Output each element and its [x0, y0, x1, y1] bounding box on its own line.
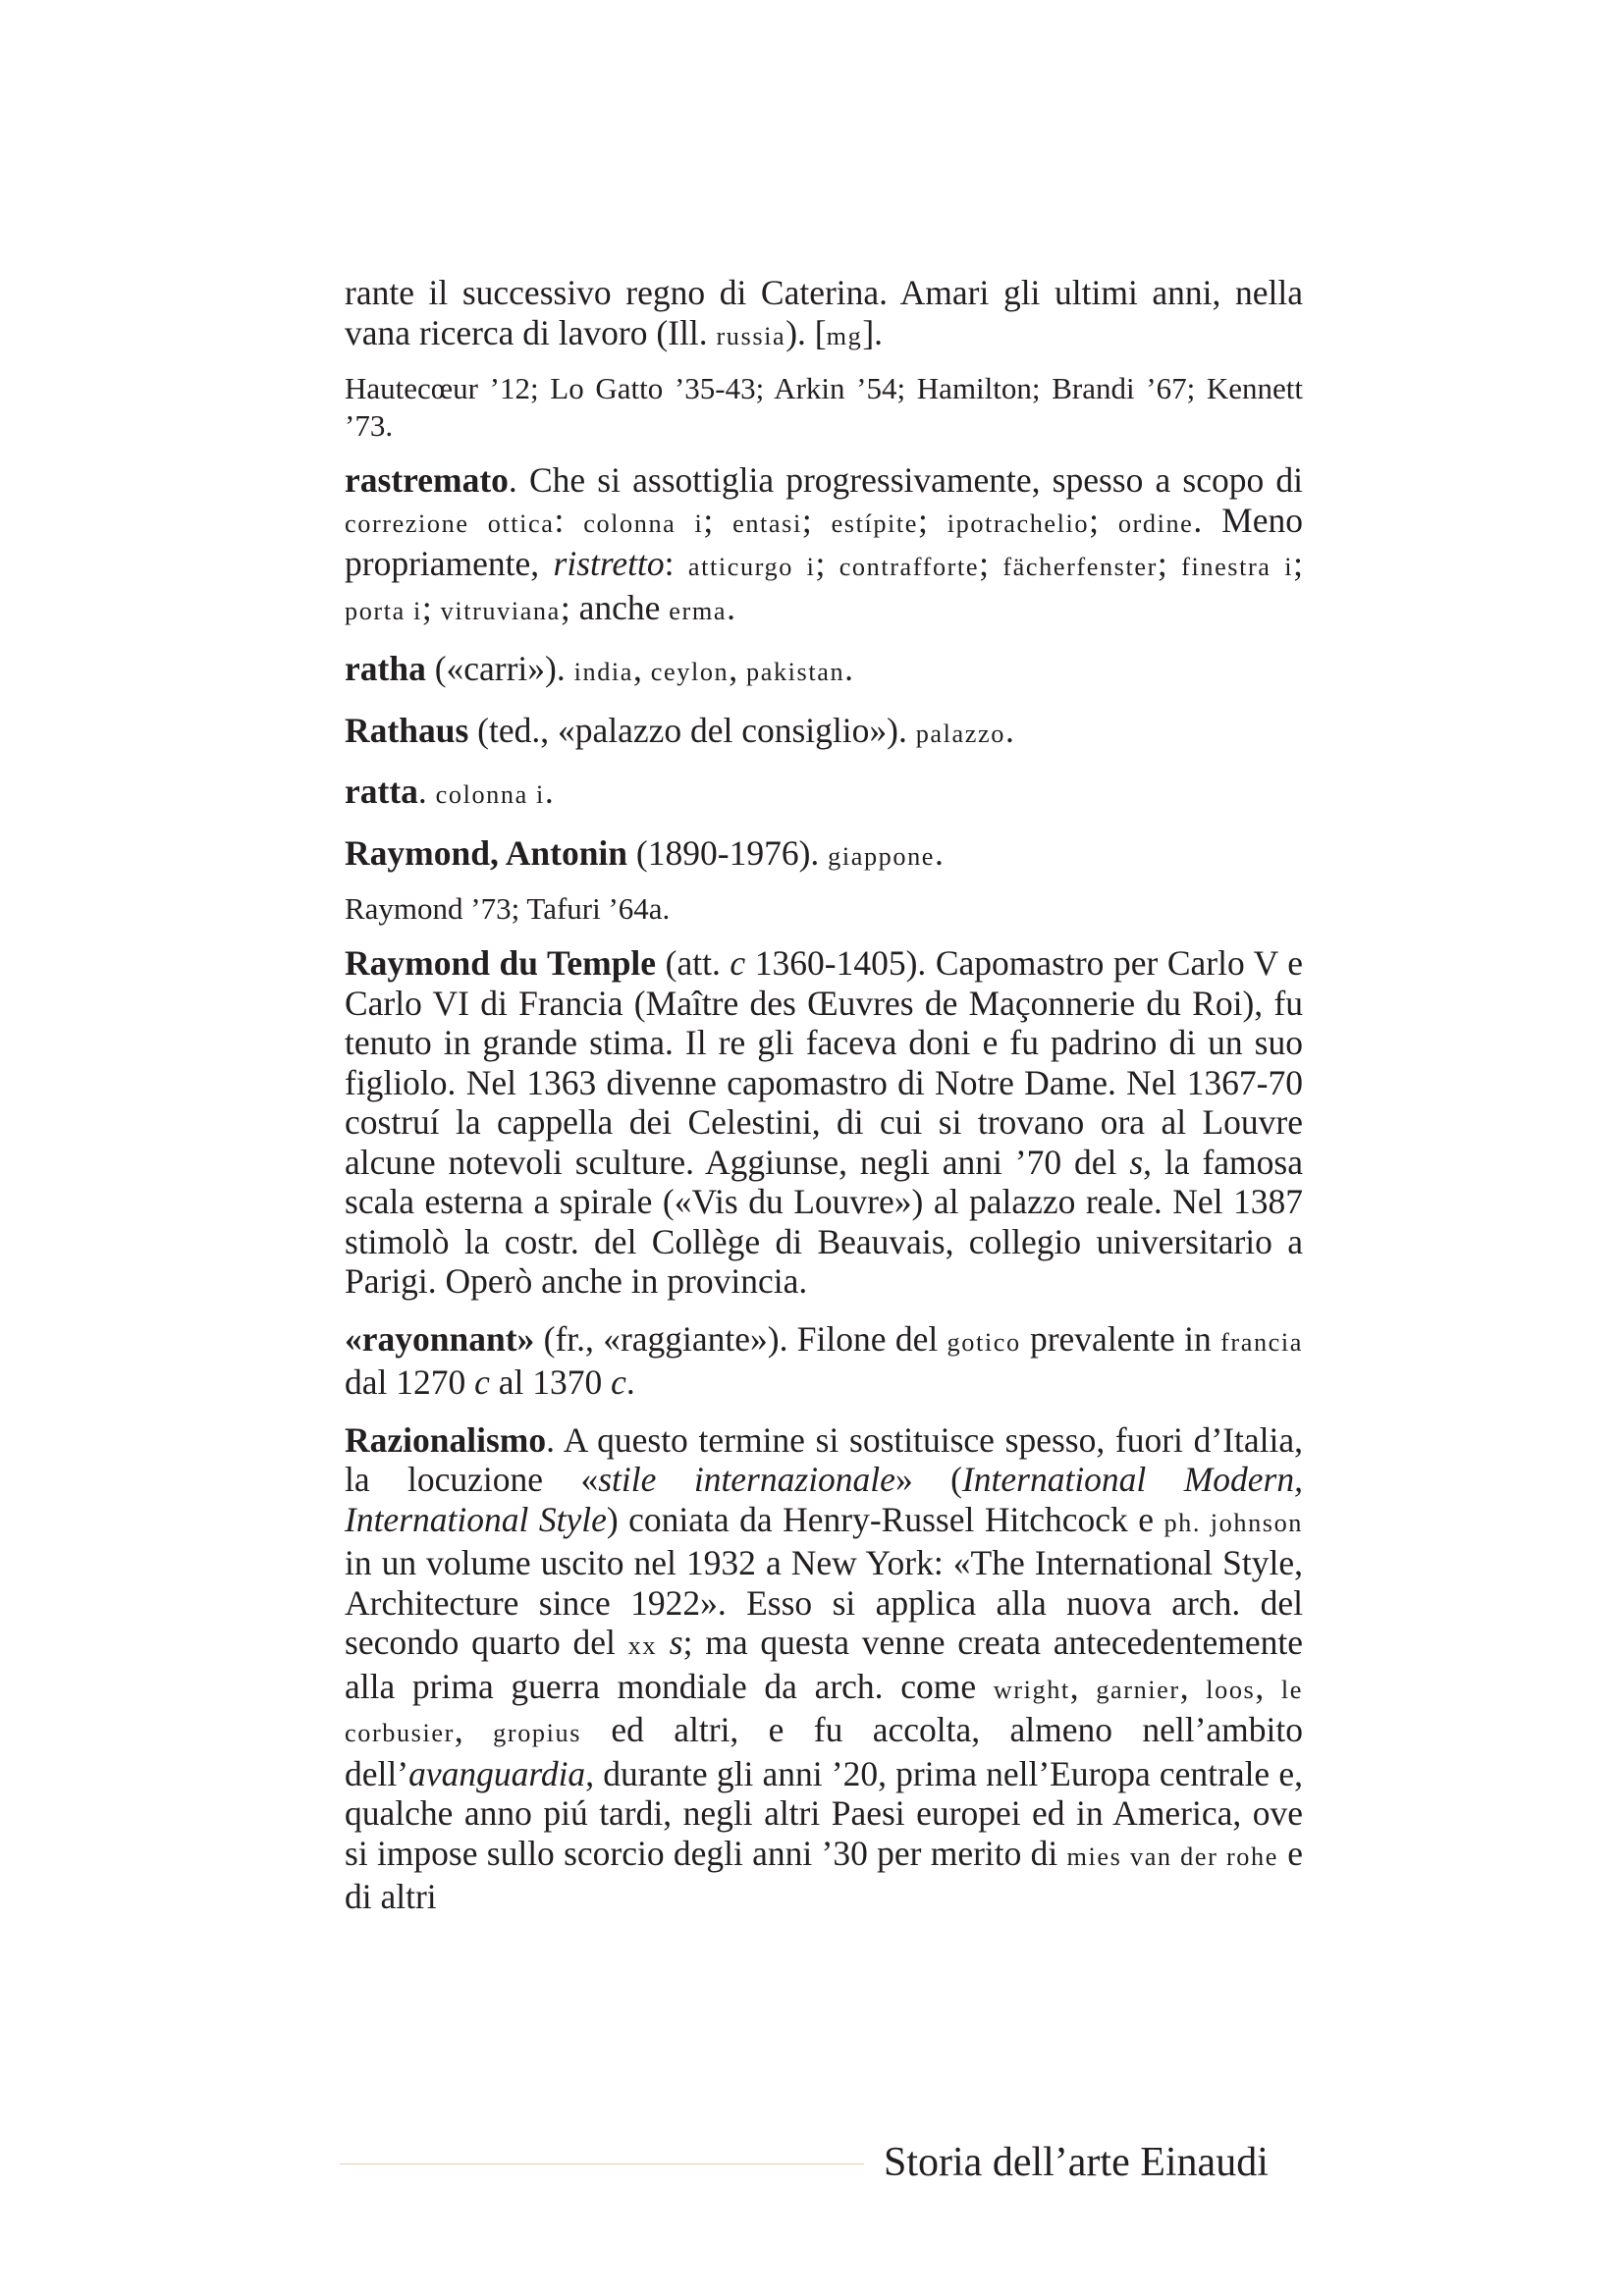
entry-ratha: ratha («carri»). india, ceylon, pakistan. — [345, 649, 854, 688]
italic-term: International Modern, International Style — [345, 1460, 1303, 1539]
entry-headword: Rathaus — [345, 710, 469, 750]
bibliography: Hautecœur ’12; Lo Gatto ’35-43; Arkin ’54; Hamilton; Brandi ’67; Kennett ’73. — [345, 371, 1303, 443]
cross-reference: pakistan — [746, 658, 845, 686]
cross-reference: ceylon — [650, 658, 730, 686]
author-initials: mg — [826, 321, 863, 350]
cross-reference: ph. johnson — [1163, 1508, 1303, 1537]
entry-headword: Raymond du Temple — [345, 943, 657, 983]
bibliography: Raymond ’73; Tafuri ’64a. — [345, 891, 671, 926]
entry-raymond-du-temple: Raymond du Temple (att. c 1360-1405). Capomastro per Carlo V e Carlo VI di Francia (Maître des Œuvres de Maçonnerie du Roi), fu tenuto in grande stima. Il re gli faceva doni e fu padrino di un suo figliolo. Nel 1363 divenne capomastro di Notre Dame. Nel 1367-70 costruí la cappella dei Celestini, di cui si trovano ora al Louvre alcune notevoli sculture. Aggiunse, negli anni ’70 del s, la famosa scala esterna a spirale («Vis du Louvre») al palazzo reale. Nel 1387 stimolò la costr. del Collège di Beauvais, collegio universitario a Parigi. Operò anche in provincia. — [345, 943, 1304, 1301]
cross-reference: gotico — [947, 1327, 1021, 1357]
italic-term: c — [611, 1362, 626, 1402]
entry-headword: «rayonnant» — [345, 1318, 535, 1359]
cross-reference: giappone — [828, 841, 936, 871]
entry-ratta: ratta. colonna i. — [345, 772, 554, 811]
footer-rule — [340, 2163, 864, 2164]
century-numeral: xx — [627, 1631, 658, 1660]
italic-term: s — [669, 1623, 683, 1662]
entry-razionalismo: Razionalismo. A questo termine si sostituisce spesso, fuori d’Italia, la locuzione «stile internazionale» (International Modern, International Style) coniata da Henry-Russel Hitchcock e ph. johnson in un volume uscito nel 1932 a New York: «The International Style, Architecture since 1922». Esso si applica alla nuova arch. del secondo quarto del xx s; ma questa venne creata antecedentemente alla prima guerra mondiale da arch. come wright, garnier, loos, le corbusier, gropius ed altri, e fu accolta, almeno nell’ambito dell’avanguardia, durante gli anni ’20, prima nell’Europa centrale e, qualche anno piú tardi, negli altri Paesi europei ed in America, ove si impose sullo scorcio degli anni ’30 per merito di mies van der rohe e di altri — [345, 1419, 1304, 1916]
italic-term: s — [1129, 1142, 1144, 1182]
entry-rathaus: Rathaus (ted., «palazzo del consiglio»). palazzo. — [345, 710, 1014, 750]
entry-headword: ratta — [345, 772, 418, 811]
cross-reference: ipotrachelio — [947, 508, 1090, 538]
cross-reference: colonna i — [583, 508, 704, 538]
italic-term: c — [730, 943, 746, 983]
cross-reference: contrafforte — [839, 553, 980, 581]
cross-reference: garnier — [1096, 1675, 1180, 1704]
cross-reference: gropius — [493, 1719, 582, 1747]
cross-reference: le corbusier — [345, 1675, 1303, 1747]
cross-reference: porta i — [345, 596, 422, 625]
italic-term: stile internazionale — [598, 1460, 895, 1499]
page-body — [345, 273, 1303, 1935]
entry-headword: Raymond, Antonin — [345, 832, 628, 873]
italic-term: ristretto — [553, 544, 665, 583]
cross-reference: colonna i — [435, 780, 545, 809]
cross-reference: vitruviana — [440, 596, 561, 625]
entry-continuation: rante il successivo regno di Caterina. Amari gli ultimi anni, nella vana ricerca di lavoro (Ill. russia). [mg]. — [345, 273, 1303, 352]
cross-reference: mies van der rohe — [1066, 1842, 1278, 1871]
entry-raymond-antonin: Raymond, Antonin (1890-1976). giappone. — [345, 832, 944, 873]
footer-title: Storia dell’arte Einaudi — [884, 2140, 1269, 2185]
italic-term: c — [474, 1362, 490, 1402]
cross-reference: francia — [1220, 1327, 1303, 1357]
cross-reference: finestra i — [1181, 553, 1294, 581]
entry-headword: rastremato — [345, 460, 509, 500]
cross-reference: ordine — [1117, 508, 1194, 538]
cross-reference: estípite — [831, 508, 919, 538]
cross-reference: loos — [1206, 1675, 1256, 1704]
cross-reference: erma — [669, 596, 728, 625]
entry-rayonnant: «rayonnant» (fr., «raggiante»). Filone del gotico prevalente in francia dal 1270 c al 1370 c. — [345, 1318, 1303, 1402]
entry-headword: Razionalismo — [345, 1419, 547, 1460]
entry-rastremato: rastremato. Che si assottiglia progressivamente, spesso a scopo di correzione ottica: colonna i; entasi; estípite; ipotrachelio; ordine. Meno propriamente, ristretto: atticurgo i; contrafforte; fächerfenster; finestra i; porta i; vitruviana; anche erma. — [345, 460, 1303, 627]
cross-reference: russia — [716, 321, 786, 350]
entry-headword: ratha — [345, 649, 426, 688]
cross-reference: palazzo — [915, 719, 1005, 748]
cross-reference: correzione ottica — [345, 508, 555, 538]
cross-reference: fächerfenster — [1002, 553, 1158, 581]
italic-term: avanguardia — [408, 1753, 586, 1793]
cross-reference: atticurgo i — [687, 553, 816, 581]
cross-reference: india — [573, 658, 634, 686]
cross-reference: entasi — [732, 508, 802, 538]
cross-reference: wright — [993, 1675, 1070, 1704]
